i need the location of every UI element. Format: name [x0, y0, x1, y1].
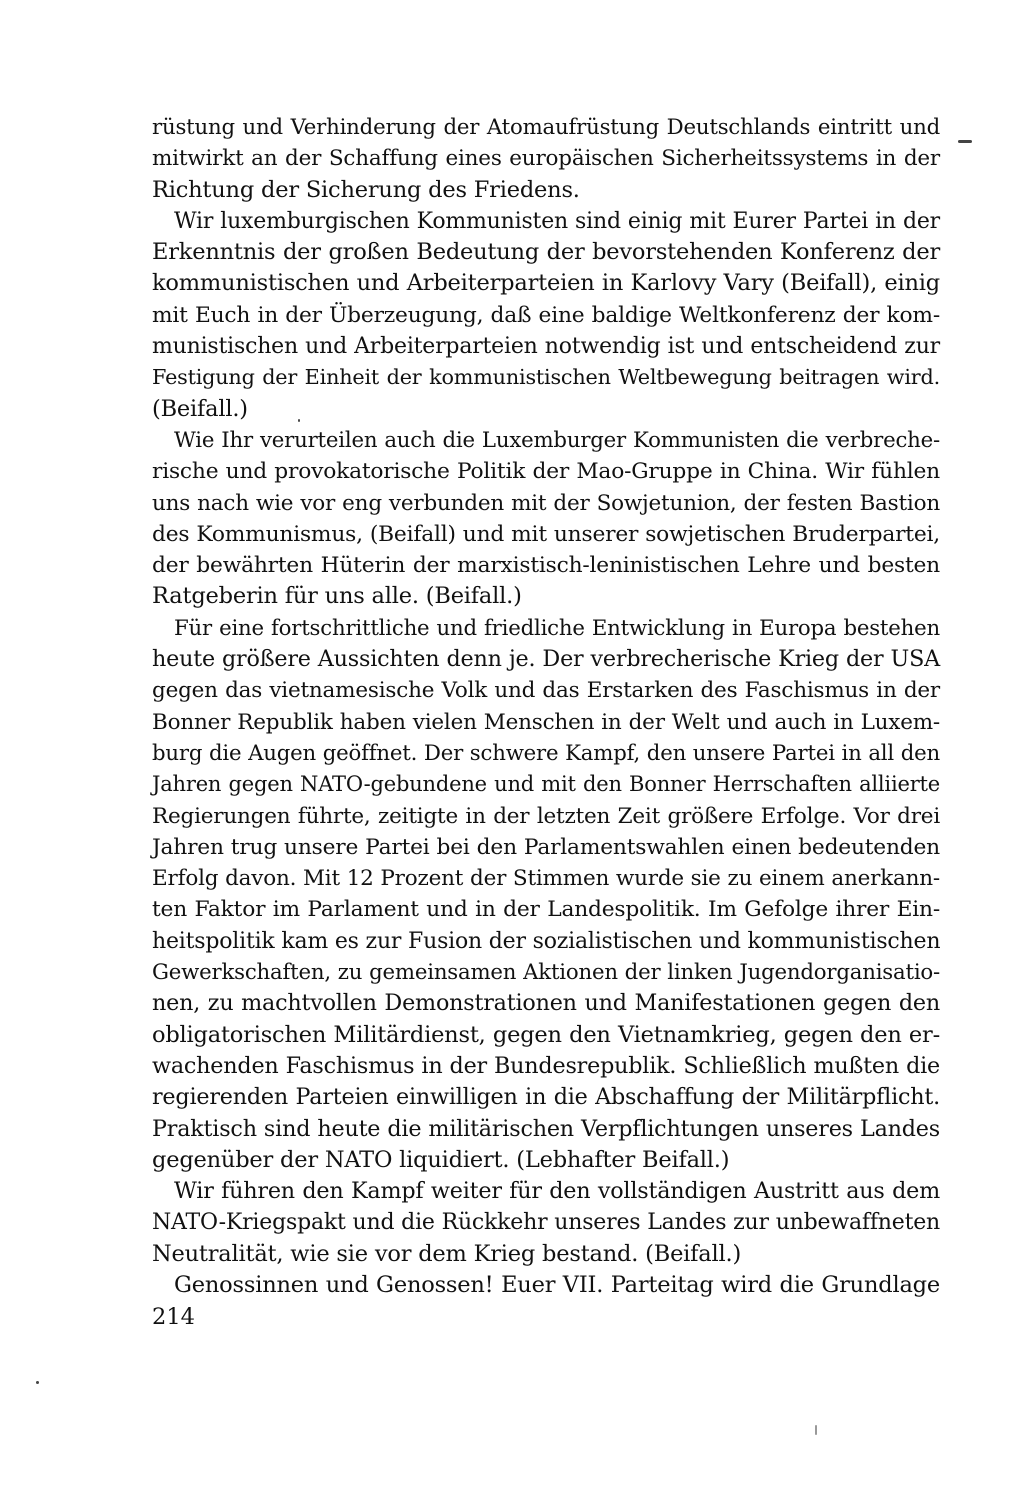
text-line: NATO-Kriegspakt und die Rückkehr unseres Landes zur unbewaffneten: [152, 1210, 940, 1236]
text-line: burg die Augen geöffnet. Der schwere Kampf, den unsere Partei in all den: [152, 740, 940, 766]
text-line: heitspolitik kam es zur Fusion der sozialistischen und kommunistischen: [152, 928, 941, 954]
text-line: gegenüber der NATO liquidiert. (Lebhafter Beifall.): [152, 1146, 730, 1173]
text-line: Richtung der Sicherung des Friedens.: [152, 176, 580, 203]
text-line: Wir luxemburgischen Kommunisten sind einig mit Eurer Partei in der: [174, 208, 940, 234]
scan-speck: [815, 1425, 817, 1435]
text-line: gegen das vietnamesische Volk und das Erstarken des Faschismus in der: [152, 678, 940, 704]
text-line: ten Faktor im Parlament und in der Landespolitik. Im Gefolge ihrer Ein-: [152, 897, 940, 923]
text-line: Wir führen den Kampf weiter für den vollständigen Austritt aus dem: [174, 1178, 940, 1205]
text-line: Ratgeberin für uns alle. (Beifall.): [152, 583, 522, 610]
text-line: Genossinnen und Genossen! Euer VII. Parteitag wird die Grundlage: [174, 1271, 940, 1298]
text-line: uns nach wie vor eng verbunden mit der Sowjetunion, der festen Bastion: [152, 490, 940, 516]
text-line: Jahren trug unsere Partei bei den Parlamentswahlen einen bedeutenden: [152, 834, 940, 860]
text-line: Regierungen führte, zeitigte in der letzten Zeit größere Erfolge. Vor drei: [152, 803, 940, 829]
text-line: Für eine fortschrittliche und friedliche Entwicklung in Europa bestehen: [174, 615, 940, 641]
text-line: wachenden Faschismus in der Bundesrepublik. Schließlich mußten die: [152, 1052, 940, 1079]
scan-speck: [958, 140, 972, 143]
text-line: obligatorischen Militärdienst, gegen den Vietnamkrieg, gegen den er-: [152, 1021, 940, 1048]
text-line: Praktisch sind heute die militärischen Verpflichtungen unseres Landes: [152, 1115, 940, 1142]
text-line: mit Euch in der Überzeugung, daß eine baldige Weltkonferenz der kom-: [152, 302, 940, 328]
text-line: rüstung und Verhinderung der Atomaufrüstung Deutschlands eintritt und: [152, 115, 940, 140]
text-line: heute größere Aussichten denn je. Der verbrecherische Krieg der USA: [152, 646, 940, 673]
text-line: Neutralität, wie sie vor dem Krieg bestand. (Beifall.): [152, 1240, 742, 1267]
text-line: Festigung der Einheit der kommunistischen Weltbewegung beitragen wird.: [152, 365, 940, 390]
text-line: Bonner Republik haben vielen Menschen in der Welt und auch in Luxem-: [152, 709, 940, 735]
text-line: mitwirkt an der Schaffung eines europäischen Sicherheitssystems in der: [152, 146, 940, 172]
scan-speck: [298, 419, 300, 422]
text-line: Erkenntnis der großen Bedeutung der bevorstehenden Konferenz der: [152, 239, 940, 266]
text-line: kommunistischen und Arbeiterparteien in Karlovy Vary (Beifall), einig: [152, 270, 940, 297]
scan-speck: [36, 1381, 39, 1384]
text-line: Wie Ihr verurteilen auch die Luxemburger Kommunisten die verbreche-: [174, 427, 940, 453]
text-line: des Kommunismus, (Beifall) und mit unserer sowjetischen Bruderpartei,: [152, 521, 940, 547]
text-line: munistischen und Arbeiterparteien notwendig ist und entscheidend zur: [152, 334, 940, 360]
text-line: (Beifall.): [152, 395, 248, 422]
text-line: der bewährten Hüterin der marxistisch-leninistischen Lehre und besten: [152, 553, 940, 579]
text-line: nen, zu machtvollen Demonstrationen und Manifestationen gegen den: [152, 990, 940, 1017]
text-line: Jahren gegen NATO-gebundene und mit den Bonner Herrschaften alliierte: [152, 772, 940, 797]
text-line: Gewerkschaften, zu gemeinsamen Aktionen der linken Jugendorganisatio-: [152, 960, 940, 986]
text-line: Erfolg davon. Mit 12 Prozent der Stimmen wurde sie zu einem anerkann-: [152, 866, 940, 892]
text-line: regierenden Parteien einwilligen in die Abschaffung der Militärpflicht.: [152, 1084, 940, 1111]
page-number: 214: [152, 1304, 195, 1330]
text-line: rische und provokatorische Politik der Mao-Gruppe in China. Wir fühlen: [152, 459, 940, 485]
body-text: [152, 112, 940, 1301]
